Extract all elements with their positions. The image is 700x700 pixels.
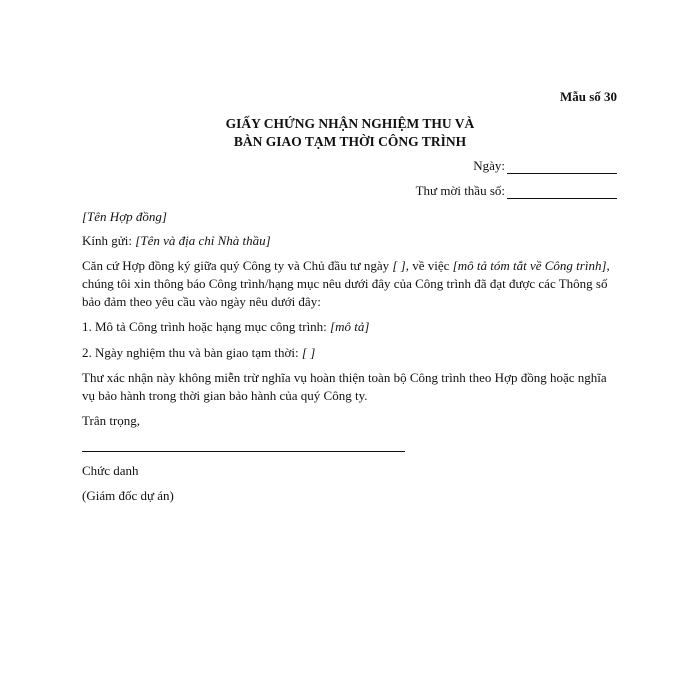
signer-role: (Giám đốc dự án) [82,488,174,503]
invitation-number-field [416,183,617,199]
date-label: Ngày: [473,158,505,173]
disclaimer-paragraph: Thư xác nhận này không miễn trừ nghĩa vụ hoàn thiện toàn bộ Công trình theo Hợp đồng hoặc nghĩa vụ bảo hành trong thời gian bảo hành của quý Công ty. [82,370,607,403]
intro-part1: Căn cứ Hợp đồng ký giữa quý Công ty và Chủ đầu tư ngày [82,258,393,273]
subject-placeholder: [mô tả tóm tắt về Công trình] [452,258,607,273]
greeting [82,232,622,250]
signer-title: Chức danh [82,463,139,478]
invitation-number-blank [507,186,617,199]
signature-line [82,451,405,452]
closing: Trân trọng, [82,413,141,428]
intro-paragraph [82,257,622,311]
item-1-placeholder: [mô tả] [330,319,370,334]
item-2-placeholder: [ ] [301,345,316,360]
item-1 [82,318,622,336]
form-number: Mẫu số 30 [559,89,617,104]
document-title-line2: BÀN GIAO TẠM THỜI CÔNG TRÌNH [233,134,467,149]
greeting-label: Kính gửi: [82,233,133,248]
invitation-number-label: Thư mời thầu số: [415,183,505,198]
contract-name: [Tên Hợp đồng] [82,209,167,224]
document-title-line1: GIẤY CHỨNG NHẬN NGHIỆM THU VÀ [225,116,475,131]
intro-part3: , chúng tôi xin thông báo Công trình/hạng mục nêu dưới đây của Công trình đã đạt được các Thông số bảo đảm theo yêu cầu vào ngày nêu dưới đây: [82,258,610,309]
date-field [473,158,617,174]
recipient-placeholder: [Tên và địa chỉ Nhà thầu] [135,233,271,248]
item-1-label: 1. Mô tả Công trình hoặc hạng mục công trình: [82,319,331,334]
item-2 [82,344,622,362]
agreement-date-placeholder: [ ] [392,258,406,273]
date-blank [507,161,617,174]
intro-part2: , về việc [405,258,453,273]
item-2-label: 2. Ngày nghiệm thu và bàn giao tạm thời: [82,345,302,360]
